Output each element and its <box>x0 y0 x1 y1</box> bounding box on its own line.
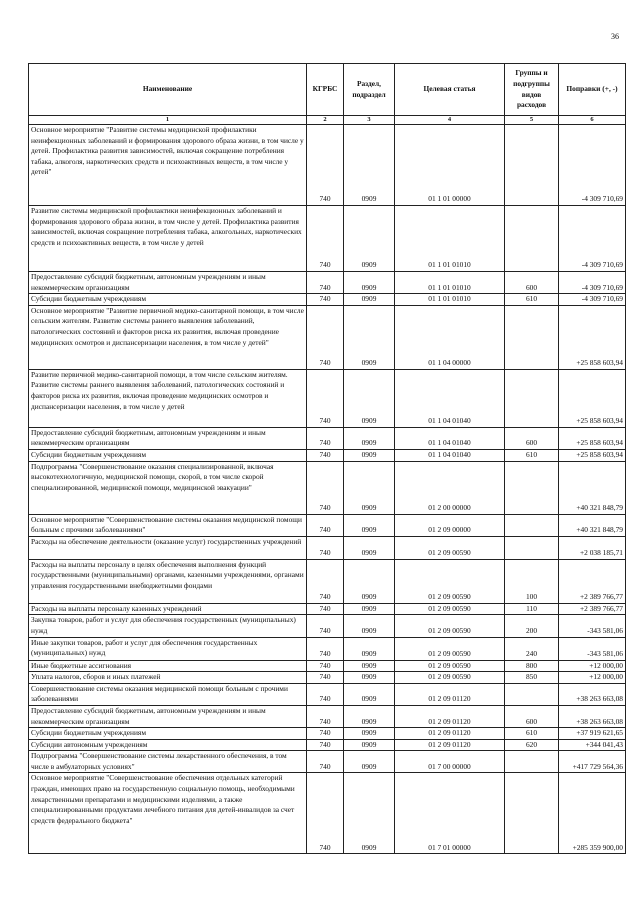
row-amount: +2 038 185,71 <box>559 536 626 559</box>
row-amount: +285 359 900,00 <box>559 773 626 854</box>
row-name: Субсидии бюджетным учреждениям <box>29 728 307 740</box>
row-kgrbs: 740 <box>307 615 344 637</box>
row-amount: +25 858 603,94 <box>559 369 626 427</box>
row-amount: +40 321 848,79 <box>559 514 626 536</box>
row-article: 01 1 04 01040 <box>395 449 505 461</box>
row-section: 0909 <box>344 615 395 637</box>
row-article: 01 2 09 00590 <box>395 672 505 684</box>
row-section: 0909 <box>344 294 395 306</box>
row-name: Расходы на выплаты персоналу в целях обеспечения выполнения функций государственными (муниципальными) органами, казенными учреждениями, органами управления государственными внебюджетными фондами <box>29 559 307 603</box>
table-row <box>29 672 626 684</box>
row-kgrbs: 740 <box>307 206 344 272</box>
row-name: Основное мероприятие "Совершенствование обеспечения отдельных категорий граждан, имеющих право на государственную социальную помощь, необходимыми лекарственными препаратами и медицинскими изделиями, а также специализированными продуктами лечебного питания для детей-инвалидов за счет средств федерального бюджета" <box>29 773 307 854</box>
header-article: Целевая статья <box>395 64 505 116</box>
row-kgrbs: 740 <box>307 660 344 672</box>
table-row <box>29 615 626 637</box>
row-kgrbs: 740 <box>307 305 344 369</box>
row-article: 01 2 09 01120 <box>395 739 505 751</box>
row-group <box>505 536 559 559</box>
row-group: 800 <box>505 660 559 672</box>
row-amount: +25 858 603,94 <box>559 305 626 369</box>
table-row <box>29 449 626 461</box>
row-kgrbs: 740 <box>307 272 344 294</box>
row-group: 600 <box>505 272 559 294</box>
table-row <box>29 773 626 854</box>
row-article: 01 2 00 00000 <box>395 461 505 514</box>
row-group <box>505 751 559 773</box>
row-section: 0909 <box>344 427 395 449</box>
row-group <box>505 683 559 705</box>
row-group: 200 <box>505 615 559 637</box>
header-section: Раздел, подраздел <box>344 64 395 116</box>
row-amount: +12 000,00 <box>559 660 626 672</box>
row-amount: -4 309 710,69 <box>559 125 626 206</box>
row-group <box>505 206 559 272</box>
table-row <box>29 461 626 514</box>
row-amount: +38 263 663,08 <box>559 683 626 705</box>
row-name: Предоставление субсидий бюджетным, автономным учреждениям и иным некоммерческим организациям <box>29 272 307 294</box>
table-header-row <box>29 64 626 116</box>
table-row <box>29 603 626 615</box>
row-section: 0909 <box>344 739 395 751</box>
row-group <box>505 514 559 536</box>
row-article: 01 2 09 00590 <box>395 603 505 615</box>
header-amendment: Поправки (+, -) <box>559 64 626 116</box>
row-kgrbs: 740 <box>307 427 344 449</box>
column-number: 2 <box>307 116 344 125</box>
row-kgrbs: 740 <box>307 369 344 427</box>
row-amount: -4 309 710,69 <box>559 206 626 272</box>
row-name: Расходы на выплаты персоналу казенных учреждений <box>29 603 307 615</box>
column-number: 5 <box>505 116 559 125</box>
row-article: 01 2 09 01120 <box>395 705 505 727</box>
row-name: Расходы на обеспечение деятельности (оказание услуг) государственных учреждений <box>29 536 307 559</box>
row-amount: -4 309 710,69 <box>559 294 626 306</box>
row-group <box>505 305 559 369</box>
table-row <box>29 683 626 705</box>
row-article: 01 1 01 00000 <box>395 125 505 206</box>
table-row <box>29 660 626 672</box>
table-row <box>29 305 626 369</box>
row-article: 01 1 01 01010 <box>395 272 505 294</box>
row-section: 0909 <box>344 206 395 272</box>
row-section: 0909 <box>344 461 395 514</box>
row-group <box>505 461 559 514</box>
row-section: 0909 <box>344 125 395 206</box>
row-amount: +417 729 564,36 <box>559 751 626 773</box>
row-kgrbs: 740 <box>307 536 344 559</box>
row-name: Субсидии автономным учреждениям <box>29 739 307 751</box>
row-kgrbs: 740 <box>307 739 344 751</box>
row-section: 0909 <box>344 536 395 559</box>
header-group: Группы и подгруппы видов расходов <box>505 64 559 116</box>
table-row <box>29 728 626 740</box>
row-article: 01 1 04 01040 <box>395 427 505 449</box>
row-article: 01 2 09 01120 <box>395 728 505 740</box>
row-kgrbs: 740 <box>307 559 344 603</box>
row-name: Основное мероприятие "Развитие первичной медико-санитарной помощи, в том числе сельским жителям. Развитие системы раннего выявления заболеваний, патологических состояний и факторов риска их развития, включая проведение медицинских осмотров и диспансеризации населения, в том числе у детей" <box>29 305 307 369</box>
row-group: 240 <box>505 637 559 660</box>
row-name: Совершенствование системы оказания медицинской помощи больным с прочими заболеваниями <box>29 683 307 705</box>
row-article: 01 7 01 00000 <box>395 773 505 854</box>
row-section: 0909 <box>344 603 395 615</box>
row-name: Предоставление субсидий бюджетным, автономным учреждениям и иным некоммерческим организациям <box>29 427 307 449</box>
row-group: 850 <box>505 672 559 684</box>
header-kgrbs: КГРБС <box>307 64 344 116</box>
row-name: Подпрограмма "Совершенствование системы лекарственного обеспечения, в том числе в амбулаторных условиях" <box>29 751 307 773</box>
row-amount: +25 858 603,94 <box>559 449 626 461</box>
row-article: 01 2 09 01120 <box>395 683 505 705</box>
table-row <box>29 369 626 427</box>
row-kgrbs: 740 <box>307 705 344 727</box>
table-row <box>29 637 626 660</box>
row-article: 01 2 09 00590 <box>395 615 505 637</box>
row-section: 0909 <box>344 272 395 294</box>
row-article: 01 1 04 01040 <box>395 369 505 427</box>
row-article: 01 1 01 01010 <box>395 294 505 306</box>
row-kgrbs: 740 <box>307 672 344 684</box>
row-name: Закупка товаров, работ и услуг для обеспечения государственных (муниципальных) нужд <box>29 615 307 637</box>
row-name: Субсидии бюджетным учреждениям <box>29 449 307 461</box>
table-row <box>29 705 626 727</box>
row-group <box>505 369 559 427</box>
row-kgrbs: 740 <box>307 751 344 773</box>
row-name: Развитие системы медицинской профилактики неинфекционных заболеваний и формирования здорового образа жизни, в том числе у детей. Профилактика развития зависимостей, включая сокращение потребления табака, алкогольных, наркотических средств и психоактивных веществ, в том числе у детей <box>29 206 307 272</box>
row-article: 01 2 09 00590 <box>395 660 505 672</box>
row-group <box>505 773 559 854</box>
row-amount: +25 858 603,94 <box>559 427 626 449</box>
row-article: 01 2 09 00590 <box>395 536 505 559</box>
row-group: 600 <box>505 705 559 727</box>
row-name: Подпрограмма "Совершенствование оказания специализированной, включая высокотехнологичную, медицинской помощи, скорой, в том числе скорой специализированной, медицинской помощи, медицинской эвакуации" <box>29 461 307 514</box>
row-kgrbs: 740 <box>307 603 344 615</box>
row-article: 01 7 00 00000 <box>395 751 505 773</box>
column-number: 3 <box>344 116 395 125</box>
row-article: 01 2 09 00590 <box>395 559 505 603</box>
column-number: 6 <box>559 116 626 125</box>
row-amount: +38 263 663,08 <box>559 705 626 727</box>
row-group: 620 <box>505 739 559 751</box>
row-amount: +344 041,43 <box>559 739 626 751</box>
header-name: Наименование <box>29 64 307 116</box>
row-section: 0909 <box>344 728 395 740</box>
row-name: Иные закупки товаров, работ и услуг для обеспечения государственных (муниципальных) нужд <box>29 637 307 660</box>
table-row <box>29 427 626 449</box>
row-group: 610 <box>505 294 559 306</box>
row-section: 0909 <box>344 514 395 536</box>
row-amount: +2 389 766,77 <box>559 559 626 603</box>
row-article: 01 1 01 01010 <box>395 206 505 272</box>
table-row <box>29 739 626 751</box>
row-section: 0909 <box>344 305 395 369</box>
row-group: 100 <box>505 559 559 603</box>
row-kgrbs: 740 <box>307 294 344 306</box>
table-row <box>29 514 626 536</box>
row-kgrbs: 740 <box>307 683 344 705</box>
row-amount: -343 581,06 <box>559 637 626 660</box>
row-article: 01 2 09 00590 <box>395 637 505 660</box>
row-section: 0909 <box>344 660 395 672</box>
row-kgrbs: 740 <box>307 461 344 514</box>
row-amount: -343 581,06 <box>559 615 626 637</box>
row-kgrbs: 740 <box>307 728 344 740</box>
row-name: Развитие первичной медико-санитарной помощи, в том числе сельским жителям. Развитие системы раннего выявления заболеваний, патологических состояний и факторов риска их развития, включая проведение медицинских осмотров и диспансеризации населения, в том числе у детей <box>29 369 307 427</box>
row-group: 600 <box>505 427 559 449</box>
row-name: Основное мероприятие "Развитие системы медицинской профилактики неинфекционных заболеваний и формирования здорового образа жизни, в том числе у детей. Профилактика развития зависимостей, включая сокращение потребления табака, алкоголя, наркотических средств и психоактивных веществ, в том числе у детей" <box>29 125 307 206</box>
table-row <box>29 751 626 773</box>
table-row <box>29 272 626 294</box>
row-kgrbs: 740 <box>307 773 344 854</box>
row-group <box>505 125 559 206</box>
table-row <box>29 559 626 603</box>
row-section: 0909 <box>344 705 395 727</box>
row-article: 01 1 04 00000 <box>395 305 505 369</box>
row-group: 610 <box>505 449 559 461</box>
row-name: Предоставление субсидий бюджетным, автономным учреждениям и иным некоммерческим организациям <box>29 705 307 727</box>
row-kgrbs: 740 <box>307 449 344 461</box>
page-number: 36 <box>611 32 619 41</box>
row-name: Уплата налогов, сборов и иных платежей <box>29 672 307 684</box>
row-amount: -4 309 710,69 <box>559 272 626 294</box>
row-section: 0909 <box>344 449 395 461</box>
row-kgrbs: 740 <box>307 637 344 660</box>
table-row <box>29 294 626 306</box>
row-section: 0909 <box>344 369 395 427</box>
row-section: 0909 <box>344 637 395 660</box>
row-article: 01 2 09 00000 <box>395 514 505 536</box>
row-name: Иные бюджетные ассигнования <box>29 660 307 672</box>
budget-amendments-table <box>28 63 626 854</box>
row-kgrbs: 740 <box>307 125 344 206</box>
row-section: 0909 <box>344 672 395 684</box>
row-section: 0909 <box>344 773 395 854</box>
table-row <box>29 536 626 559</box>
row-amount: +37 919 621,65 <box>559 728 626 740</box>
table-row <box>29 125 626 206</box>
row-group: 610 <box>505 728 559 740</box>
table-row <box>29 206 626 272</box>
row-amount: +2 389 766,77 <box>559 603 626 615</box>
row-kgrbs: 740 <box>307 514 344 536</box>
row-group: 110 <box>505 603 559 615</box>
row-section: 0909 <box>344 751 395 773</box>
row-amount: +12 000,00 <box>559 672 626 684</box>
row-amount: +40 321 848,79 <box>559 461 626 514</box>
column-number: 4 <box>395 116 505 125</box>
column-number: 1 <box>29 116 307 125</box>
row-name: Субсидии бюджетным учреждениям <box>29 294 307 306</box>
row-section: 0909 <box>344 559 395 603</box>
row-section: 0909 <box>344 683 395 705</box>
column-number-row <box>29 116 626 125</box>
row-name: Основное мероприятие "Совершенствование системы оказания медицинской помощи больным с прочими заболеваниями" <box>29 514 307 536</box>
